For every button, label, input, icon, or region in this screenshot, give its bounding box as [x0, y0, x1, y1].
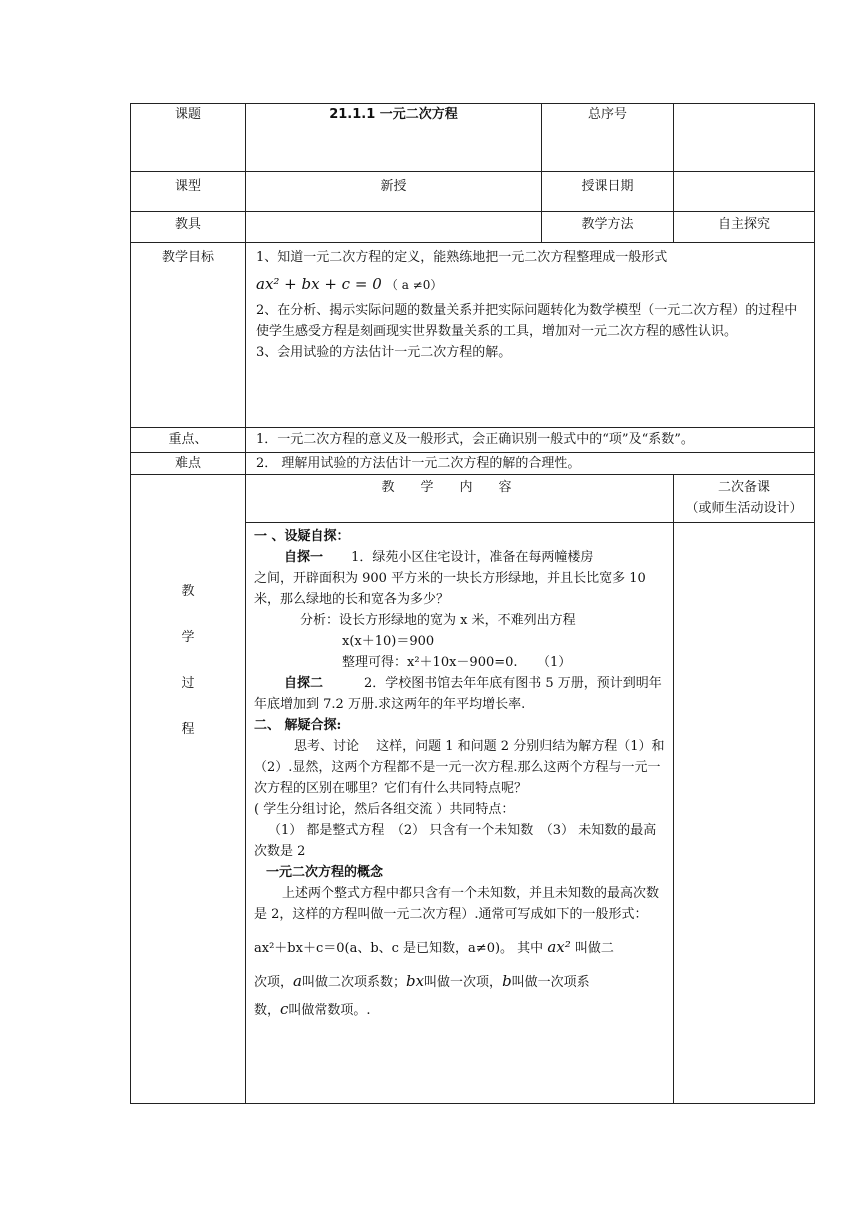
type-row: [131, 172, 815, 212]
term-c: c: [280, 1000, 289, 1018]
type-value: 新授: [246, 172, 542, 212]
topic-label: 课题: [131, 104, 246, 172]
notes-column: [674, 523, 815, 1104]
process-content: [246, 523, 674, 1104]
side-char-4: 程: [181, 722, 195, 737]
concept-text: 上述两个整式方程中都只含有一个未知数，并且未知数的最高次数是 2，这样的方程叫做一元二次方程）.通常可写成如下的一般形式：: [254, 886, 660, 922]
date-value: [674, 172, 815, 212]
notes-header-line1: 二次备课: [718, 480, 771, 495]
process-side-label: [131, 475, 246, 1104]
term-bx: bx: [405, 972, 425, 990]
lesson-plan-table: [130, 103, 815, 1104]
formula-condition: （ a ≠0）: [385, 278, 443, 292]
side-char-2: 学: [181, 630, 195, 645]
objective-formula-line: [256, 274, 806, 296]
terms-text-c: 叫做一次项，: [424, 975, 503, 990]
content-header: [246, 475, 674, 523]
section-2-title: 二、 解疑合探:: [254, 718, 342, 733]
problem-1-text-b: 之间，开辟面积为 900 平方米的一块长方形绿地，并且长比宽多 10 米，那么绿地的长和宽各为多少？: [254, 571, 646, 607]
terms-text-b: 叫做二次项系数；: [301, 975, 406, 990]
content-header-text: 教学内容: [381, 480, 538, 495]
tools-label: 教具: [131, 212, 246, 243]
difficult-row: [131, 453, 815, 475]
objectives-row: [131, 243, 815, 428]
notes-header: [674, 475, 815, 523]
general-form-ax2: ax²: [547, 938, 571, 956]
analysis-line: 分析：设长方形绿地的宽为 x 米，不难列出方程: [300, 613, 576, 628]
common-features: （1） 都是整式方程 （2） 只含有一个未知数 （3） 未知数的最高次数是 2: [254, 823, 657, 859]
general-form-formula: ax² + bx + c = 0: [256, 275, 382, 293]
objectives-content: [246, 243, 815, 428]
tools-value: [246, 212, 542, 243]
terms-text-a: 次项，: [254, 975, 294, 990]
tools-row: [131, 212, 815, 243]
terms-text-d: 叫做一次项系: [511, 975, 590, 990]
discussion-text: 思考、讨论 这样，问题 1 和问题 2 分别归结为解方程（1）和（2）.显然，这两个方程都不是一元一次方程.那么这两个方程与一元一次方程的区别在哪里？它们有什么共同特点呢？: [254, 739, 665, 796]
general-form-text-b: 叫做二: [574, 941, 614, 956]
problem-1-text-a: 1．绿苑小区住宅设计，准备在每两幢楼房: [351, 550, 594, 565]
objective-2: 2、在分析、揭示实际问题的数量关系并把实际问题转化为数学模型（一元二次方程）的过程中使学生感受方程是刻画现实世界数量关系的工具，增加对一元二次方程的感性认识。: [256, 303, 798, 339]
notes-header-line2: （或师生活动设计）: [685, 501, 803, 516]
group-discussion: ( 学生分组讨论，然后各组交流 ）共同特点：: [254, 802, 515, 817]
topic-row: [131, 104, 815, 172]
general-form-text-a: ax²＋bx＋c＝0(a、b、c 是已知数，a≠0)。 其中: [254, 941, 544, 956]
key-row: [131, 428, 815, 453]
general-form-line: [254, 937, 667, 959]
type-label: 课型: [131, 172, 246, 212]
problem-2-label: 自探二: [284, 676, 324, 691]
problem-1-label: 自探一: [284, 550, 324, 565]
key-text: 1．一元二次方程的意义及一般形式，会正确识别一般式中的“项”及“系数”。: [246, 428, 815, 453]
objectives-label: 教学目标: [131, 243, 246, 428]
topic-title: 21.1.1 一元二次方程: [246, 104, 542, 172]
objective-3: 3、会用试验的方法估计一元二次方程的解。: [256, 345, 512, 360]
key-label: 重点、: [131, 428, 246, 453]
equation-2: 整理可得：x²＋10x－900=0. （1）: [342, 655, 572, 670]
process-header-row: [131, 475, 815, 523]
method-value: 自主探究: [674, 212, 815, 243]
problem-2-text: 2．学校图书馆去年年底有图书 5 万册，预计到明年年底增加到 7.2 万册.求这两年的年平均增长率.: [254, 676, 662, 712]
terms-text-e: 数，: [254, 1003, 281, 1018]
side-char-3: 过: [181, 676, 195, 691]
difficult-text: 2． 理解用试验的方法估计一元二次方程的解的合理性。: [246, 453, 815, 475]
section-1-title: 一 、设疑自探：: [254, 529, 350, 544]
term-a: a: [293, 972, 302, 990]
terms-line-1: [254, 971, 667, 993]
serial-label: 总序号: [542, 104, 674, 172]
objective-1: 1、知道一元二次方程的定义，能熟练地把一元二次方程整理成一般形式: [256, 250, 668, 265]
terms-text-f: 叫做常数项。.: [288, 1003, 371, 1018]
equation-1: x(x＋10)＝900: [342, 634, 435, 649]
problem-1-line: [254, 547, 667, 568]
concept-title: 一元二次方程的概念: [266, 865, 384, 880]
side-char-1: 教: [181, 584, 195, 599]
difficult-label: 难点: [131, 453, 246, 475]
method-label: 教学方法: [542, 212, 674, 243]
serial-value: [674, 104, 815, 172]
term-b: b: [502, 972, 512, 990]
terms-line-2: [254, 999, 667, 1021]
date-label: 授课日期: [542, 172, 674, 212]
